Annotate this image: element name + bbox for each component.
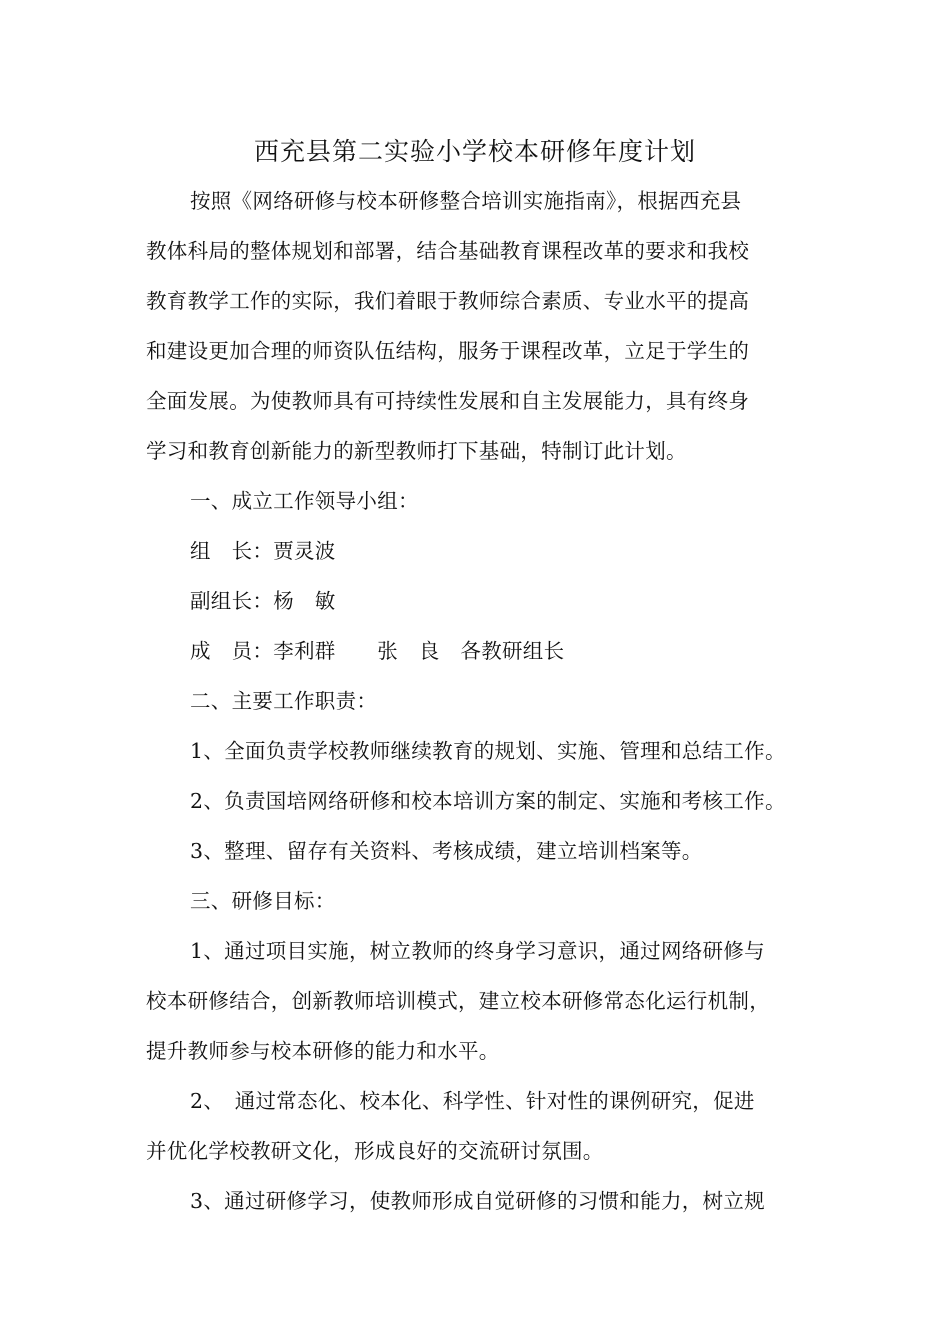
duty-item-2: 2、负责国培网络研修和校本培训方案的制定、实施和考核工作。 [190, 789, 786, 813]
paragraph-line-intro-3: 教育教学工作的实际，我们着眼于教师综合素质、专业水平的提高 [146, 289, 750, 313]
member-line-leader: 组 长：贾灵波 [190, 539, 336, 563]
goal-item-3-line-1: 3、通过研修学习，使教师形成自觉研修的习惯和能力，树立规 [190, 1189, 765, 1213]
paragraph-line-intro-4: 和建设更加合理的师资队伍结构，服务于课程改革，立足于学生的 [146, 339, 750, 363]
section-heading-duties: 二、主要工作职责： [190, 689, 378, 713]
section-heading-leadership: 一、成立工作领导小组： [190, 489, 419, 513]
goal-item-2-line-2: 并优化学校教研文化，形成良好的交流研讨氛围。 [146, 1139, 604, 1163]
paragraph-line-intro-2: 教体科局的整体规划和部署，结合基础教育课程改革的要求和我校 [146, 239, 750, 263]
goal-item-1-line-3: 提升教师参与校本研修的能力和水平。 [146, 1039, 500, 1063]
paragraph-line-intro-1: 按照《网络研修与校本研修整合培训实施指南》，根据西充县 [190, 189, 742, 213]
member-line-members: 成 员：李利群 张 良 各教研组长 [190, 639, 565, 663]
duty-item-3: 3、整理、留存有关资料、考核成绩，建立培训档案等。 [190, 839, 703, 863]
paragraph-line-intro-5: 全面发展。为使教师具有可持续性发展和自主发展能力，具有终身 [146, 389, 750, 413]
duty-item-1: 1、全面负责学校教师继续教育的规划、实施、管理和总结工作。 [190, 739, 786, 763]
section-heading-goals: 三、研修目标： [190, 889, 336, 913]
goal-item-1-line-2: 校本研修结合，创新教师培训模式，建立校本研修常态化运行机制， [146, 989, 770, 1013]
paragraph-line-intro-6: 学习和教育创新能力的新型教师打下基础，特制订此计划。 [146, 439, 687, 463]
document-title: 西充县第二实验小学校本研修年度计划 [253, 137, 696, 166]
goal-item-1-line-1: 1、通过项目实施，树立教师的终身学习意识，通过网络研修与 [190, 939, 765, 963]
member-line-deputy: 副组长：杨 敏 [190, 589, 336, 613]
goal-item-2-line-1: 2、 通过常态化、校本化、科学性、针对性的课例研究，促进 [190, 1089, 755, 1113]
